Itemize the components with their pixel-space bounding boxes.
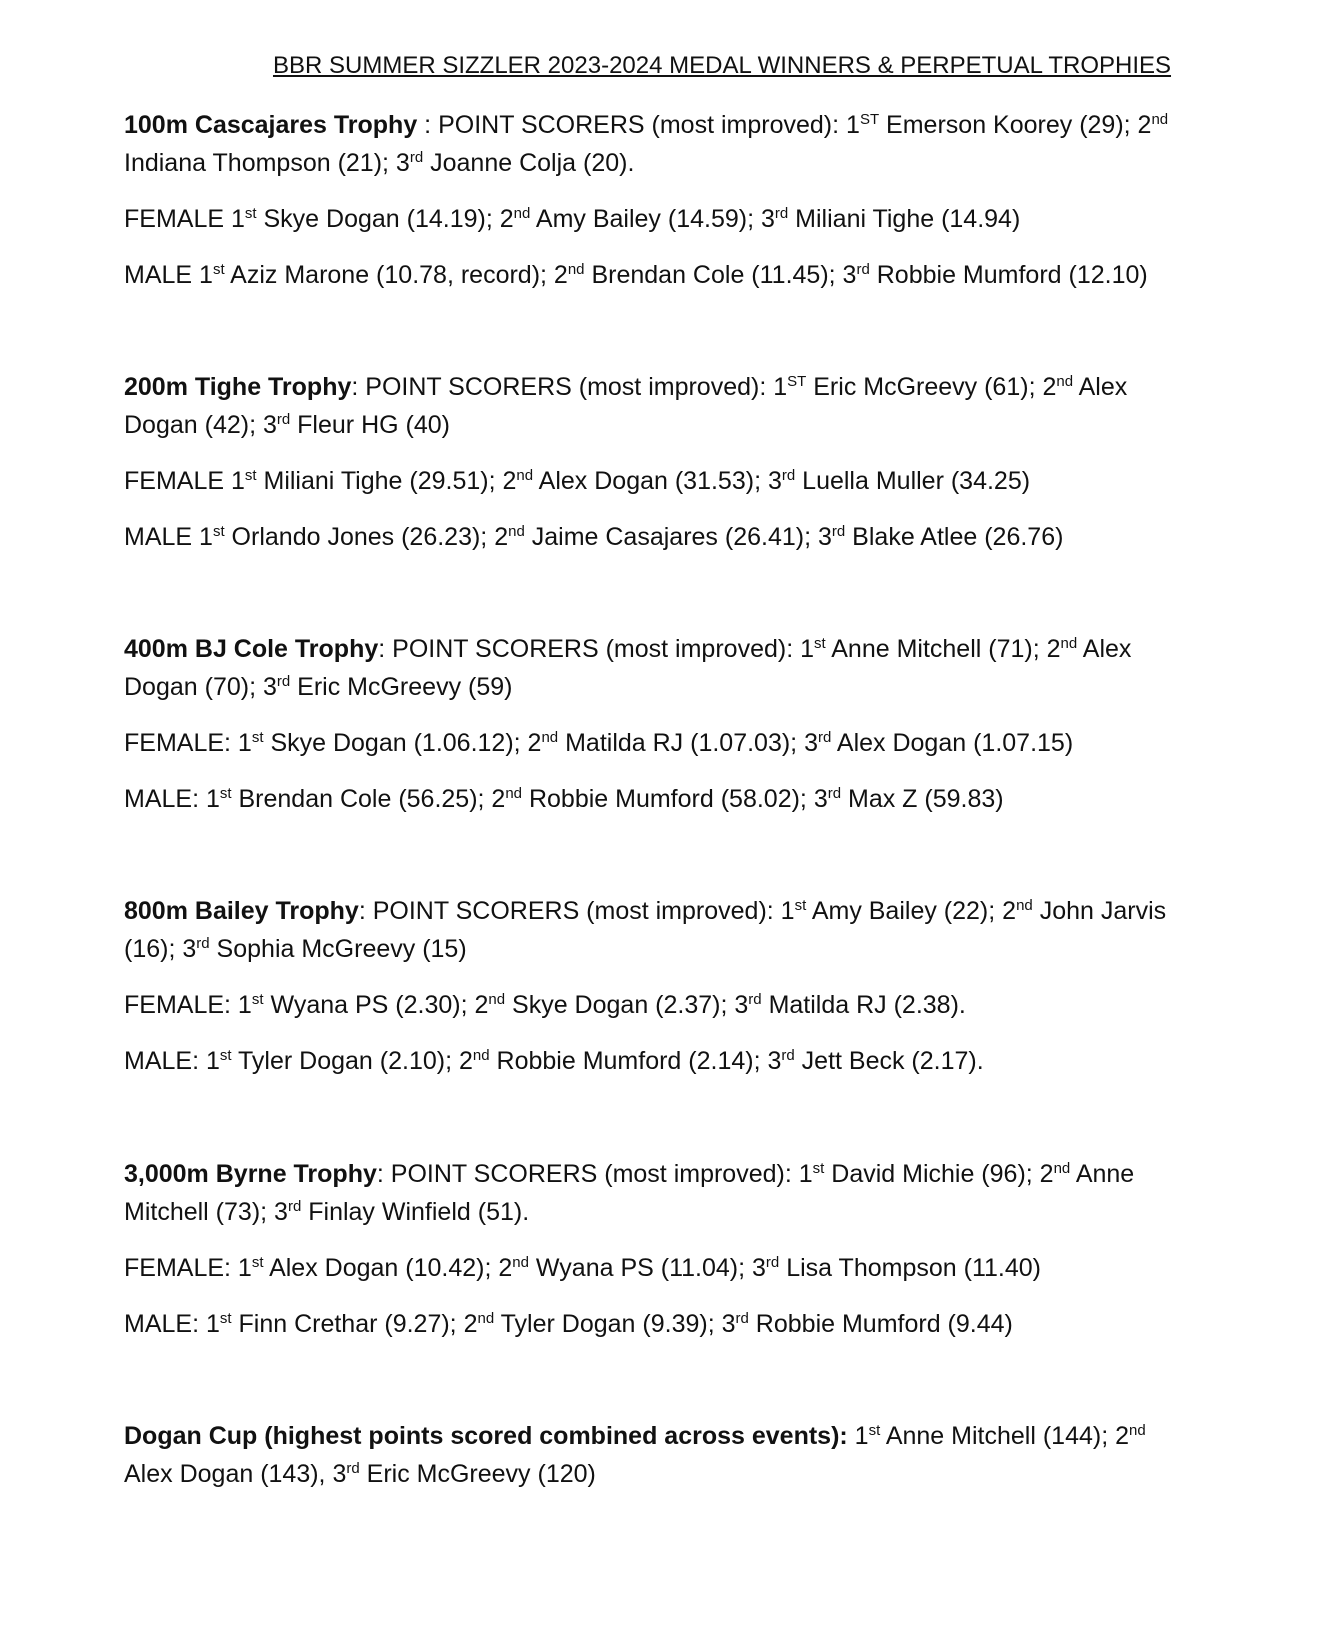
ordinal-suffix: rd [817,729,832,746]
text-line [124,1159,1134,1189]
text-line [124,260,1148,290]
text-segment: Miliani Tighe (14.94) [788,205,1021,233]
text-line [124,372,1127,402]
text-line [124,728,1073,758]
ordinal-suffix: rd [287,1198,302,1215]
text-segment: Miliani Tighe (29.51); 2 [256,467,517,495]
text-segment: FEMALE: 1 [124,729,252,757]
ordinal-suffix: nd [1053,1160,1071,1177]
ordinal-suffix: rd [781,1047,795,1064]
text-segment: Robbie Mumford (9.44) [748,1310,1013,1338]
text-line [124,522,1063,552]
ordinal-suffix: rd [748,991,762,1008]
trophy-heading: 3,000m Byrne Trophy [124,1160,377,1188]
ordinal-suffix: st [812,1160,825,1177]
text-segment: Max Z (59.83) [841,785,1004,813]
text-segment: Wyana PS (2.30); 2 [263,991,489,1019]
ordinal-suffix: ST [859,111,880,128]
ordinal-suffix: rd [196,935,210,952]
ordinal-suffix: st [212,261,225,278]
text-segment: John Jarvis [1032,897,1167,925]
ordinal-suffix: st [251,729,264,746]
ordinal-suffix: st [219,1310,232,1327]
text-segment: Orlando Jones (26.23); 2 [224,523,509,551]
text-segment: Luella Muller (34.25) [795,467,1031,495]
text-segment: Matilda RJ (2.38). [761,991,966,1019]
text-segment: : POINT SCORERS (most improved): 1 [378,635,814,663]
text-segment: Anne Mitchell (71); 2 [825,635,1061,663]
document-title: BBR SUMMER SIZZLER 2023-2024 MEDAL WINNERS & PERPETUAL TROPHIES [272,52,1172,79]
text-segment: Brendan Cole (11.45); 3 [584,261,857,289]
text-segment: Alex Dogan (31.53); 3 [533,467,782,495]
ordinal-suffix: nd [512,1254,529,1271]
ordinal-suffix: st [219,785,232,802]
trophy-heading: 800m Bailey Trophy [124,897,359,925]
text-segment: MALE: 1 [124,1310,220,1338]
text-segment: Alex Dogan (1.07.15) [831,729,1074,757]
ordinal-suffix: rd [276,673,291,690]
ordinal-suffix: rd [735,1310,749,1327]
text-line [124,990,966,1020]
text-line [124,1046,984,1076]
text-segment: Indiana Thompson (21); 3 [124,149,410,177]
text-line [124,1253,1041,1283]
ordinal-suffix: rd [409,149,424,166]
text-segment: Amy Bailey (14.59); 3 [530,205,775,233]
text-segment: Fleur HG (40) [290,411,450,439]
text-line [124,896,1166,926]
text-segment: FEMALE 1 [124,205,245,233]
ordinal-suffix: ST [787,373,807,390]
trophy-heading: Dogan Cup (highest points scored combined across events): [124,1422,848,1450]
trophy-heading: 100m Cascajares Trophy [124,111,418,139]
ordinal-suffix: nd [508,523,525,540]
text-segment: MALE 1 [124,261,213,289]
text-segment: Tyler Dogan (2.10); 2 [231,1047,473,1075]
ordinal-suffix: nd [1060,635,1078,652]
text-segment: FEMALE: 1 [124,991,252,1019]
text-segment: MALE: 1 [124,785,220,813]
text-line [124,1309,1013,1339]
text-segment: Blake Atlee (26.76) [845,523,1064,551]
text-segment: : POINT SCORERS (most improved): 1 [417,111,860,139]
ordinal-suffix: nd [488,991,506,1008]
ordinal-suffix: nd [1056,373,1074,390]
text-line [124,934,467,964]
text-segment: Alex Dogan (10.42); 2 [263,1254,513,1282]
text-segment: Skye Dogan (14.19); 2 [256,205,514,233]
text-line [124,204,1020,234]
text-line [124,1459,596,1489]
text-segment: Emerson Koorey (29); 2 [879,111,1152,139]
text-segment: Alex [1073,373,1128,401]
ordinal-suffix: nd [541,729,559,746]
ordinal-suffix: nd [477,1310,495,1327]
text-segment: MALE: 1 [124,1047,220,1075]
text-segment: FEMALE 1 [124,467,245,495]
text-segment: Lisa Thompson (11.40) [779,1254,1041,1282]
text-segment: (16); 3 [124,935,197,963]
text-segment: Brendan Cole (56.25); 2 [231,785,506,813]
text-segment: Jaime Casajares (26.41); 3 [524,523,832,551]
ordinal-suffix: rd [774,205,789,222]
text-line [124,110,1168,140]
ordinal-suffix: st [212,523,225,540]
text-segment: Dogan (42); 3 [124,411,277,439]
text-line [124,1421,1146,1451]
text-line [124,148,634,178]
ordinal-suffix: nd [516,467,534,484]
text-segment: MALE 1 [124,523,213,551]
text-segment: Sophia McGreevy (15) [209,935,467,963]
text-segment: 1 [847,1422,869,1450]
ordinal-suffix: st [868,1422,881,1439]
ordinal-suffix: nd [505,785,523,802]
text-segment: Matilda RJ (1.07.03); 3 [558,729,818,757]
text-segment: Aziz Marone (10.78, record); 2 [224,261,568,289]
text-segment: Jett Beck (2.17). [794,1047,984,1075]
text-segment: Eric McGreevy (61); 2 [806,373,1057,401]
text-segment: : POINT SCORERS (most improved): 1 [358,897,795,925]
ordinal-suffix: rd [765,1254,780,1271]
text-segment: Robbie Mumford (12.10) [869,261,1148,289]
ordinal-suffix: rd [827,785,842,802]
text-segment: Anne [1070,1160,1135,1188]
ordinal-suffix: st [244,467,257,484]
text-segment: Robbie Mumford (2.14); 3 [489,1047,782,1075]
ordinal-suffix: rd [856,261,870,278]
ordinal-suffix: st [251,1254,264,1271]
text-segment: Robbie Mumford (58.02); 3 [522,785,828,813]
text-segment: Anne Mitchell (144); 2 [880,1422,1129,1450]
text-line [124,410,450,440]
text-segment: Amy Bailey (22); 2 [806,897,1017,925]
text-segment: Finlay Winfield (51). [301,1198,530,1226]
ordinal-suffix: nd [472,1047,490,1064]
ordinal-suffix: rd [276,411,291,428]
text-segment: Dogan (70); 3 [124,673,277,701]
ordinal-suffix: st [244,205,257,222]
text-segment: Wyana PS (11.04); 3 [528,1254,766,1282]
text-segment: Eric McGreevy (59) [290,673,513,701]
ordinal-suffix: rd [346,1460,360,1477]
ordinal-suffix: nd [1129,1422,1146,1439]
text-line [124,466,1030,496]
ordinal-suffix: nd [1016,897,1033,914]
ordinal-suffix: nd [567,261,585,278]
text-segment: Tyler Dogan (9.39); 3 [494,1310,736,1338]
text-segment: FEMALE: 1 [124,1254,252,1282]
text-segment: Alex Dogan (143), 3 [124,1460,347,1488]
ordinal-suffix: st [794,897,807,914]
text-line [124,634,1131,664]
text-segment: Skye Dogan (2.37); 3 [505,991,749,1019]
text-segment: Joanne Colja (20). [423,149,635,177]
trophy-heading: 400m BJ Cole Trophy [124,635,379,663]
ordinal-suffix: nd [1151,111,1169,128]
trophy-heading: 200m Tighe Trophy [124,373,352,401]
text-segment: David Michie (96); 2 [824,1160,1054,1188]
text-segment: Finn Crethar (9.27); 2 [231,1310,478,1338]
ordinal-suffix: nd [513,205,531,222]
text-segment: : POINT SCORERS (most improved): 1 [351,373,788,401]
text-segment: Skye Dogan (1.06.12); 2 [263,729,542,757]
ordinal-suffix: rd [831,523,846,540]
text-segment: Mitchell (73); 3 [124,1198,288,1226]
text-line [124,784,1004,814]
text-segment: Alex [1077,635,1132,663]
ordinal-suffix: st [251,991,264,1008]
text-line [124,1197,529,1227]
ordinal-suffix: st [814,635,826,652]
text-line [124,672,512,702]
text-segment: : POINT SCORERS (most improved): 1 [376,1160,813,1188]
ordinal-suffix: rd [781,467,796,484]
text-segment: Eric McGreevy (120) [359,1460,596,1488]
ordinal-suffix: st [219,1047,232,1064]
